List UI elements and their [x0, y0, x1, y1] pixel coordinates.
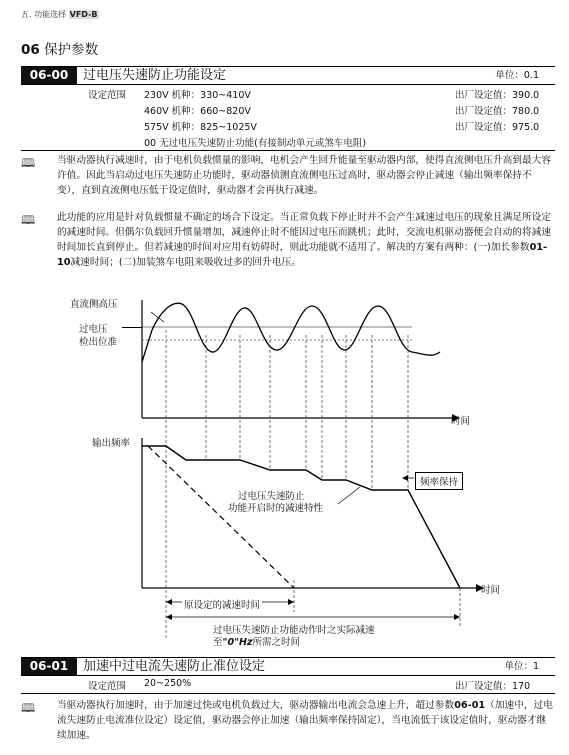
paragraph-3-text-end: （加速中，过电流失速防止电流准位设定）设定值，驱动器会停止加速（输出频率保持固定），当电流低于该设定值时，驱动器才继续加速。 — [57, 700, 553, 741]
param-name: 过电压失速防止功能设定 — [83, 68, 227, 83]
actual-time-arrow-left — [166, 614, 172, 620]
option-00: 00 无过电压失速防止功能(有接制动单元或煞车电阻) — [144, 138, 367, 149]
divider — [21, 693, 555, 694]
actual-label-hz: "0"Hz — [222, 637, 253, 648]
stall-pointer — [338, 487, 360, 504]
ov-label-1: 过电压 — [79, 324, 108, 335]
default-230v: 出厂设定值：390.0 — [455, 90, 540, 101]
default-460v: 出厂设定值：780.0 — [455, 106, 540, 117]
header-model: VFD-B — [69, 10, 98, 19]
page-header — [21, 9, 99, 20]
paragraph-2 — [57, 210, 555, 270]
section-name: 保护参数 — [44, 42, 99, 58]
range-label: 设定范围 — [88, 90, 127, 101]
actual-decel-line — [142, 446, 460, 588]
header-prefix: 五. 功能选择 — [21, 10, 67, 19]
original-decel-line — [148, 446, 294, 588]
actual-label-prefix: 至 — [213, 637, 223, 648]
orig-time-arrow-right — [288, 599, 294, 605]
paragraph-3-text: 当驱动器执行加速时，由于加速过快或电机负载过大，驱动器输出电流会急速上升，超过参数 — [57, 700, 455, 711]
paragraph-2-text: 此功能的应用是针对负载惯量不确定的场合下设定。当正常负载下停止时并不会产生减速过电压的现象且满足所设定的减速时间。但偶尔负载回升惯量增加，减速停止时不能因过电压而跳机；此时，交流电机驱动器便会自动的将减速时间加长直到停止。但若减速的时间对应用有妨碍时，则此功能就不适用了。解决的方案有两种：(一)加长参数 — [57, 212, 552, 253]
orig-decel-label: 原设定的减速时间 — [182, 597, 262, 611]
default-575v: 出厂设定值：975.0 — [455, 122, 540, 133]
ov-label-pointer — [122, 327, 142, 328]
dc-voltage-wave — [142, 303, 440, 362]
book-icon: 🕮 — [21, 701, 36, 715]
range-230v: 230V 机种：330~410V — [144, 90, 251, 101]
param-ref: 01-10 — [57, 242, 548, 268]
range-460v: 460V 机种：660~820V — [144, 106, 251, 117]
actual-time-arrow-right — [454, 614, 460, 620]
param-bar-06-01 — [21, 657, 555, 676]
param-unit: 单位：0.1 — [495, 70, 539, 81]
param-ref: 06-01 — [454, 700, 486, 711]
param-code: 06-01 — [21, 658, 77, 675]
actual-decel-label-1: 过电压失速防止功能动作时之实际减速 — [213, 625, 375, 636]
paragraph-3 — [57, 698, 555, 743]
default-value: 出厂设定值：170 — [455, 681, 531, 692]
paragraph-2-text-end: 减速时间；(二)加装煞车电阻来吸收过多的回升电压。 — [70, 257, 301, 268]
lower-time-label: 时间 — [481, 585, 501, 596]
upper-time-label: 时间 — [451, 416, 471, 427]
param-bar-06-00 — [21, 66, 555, 85]
range-575v: 575V 机种：825~1025V — [144, 122, 257, 133]
book-icon: 🕮 — [21, 156, 36, 170]
actual-decel-label-2 — [213, 634, 300, 648]
stall-label-2: 功能开启时的减速特性 — [228, 503, 324, 514]
freq-hold-label: 频率保持 — [415, 472, 463, 490]
hold-pointer-arrow — [402, 475, 408, 481]
param-name: 加速中过电流失速防止准位设定 — [83, 659, 266, 674]
param-unit: 单位：1 — [504, 661, 539, 672]
output-freq-label: 输出频率 — [92, 438, 131, 449]
paragraph-1: 当驱动器执行减速时，由于电机负载惯量的影响，电机会产生回升能量至驱动器内部，使得直流侧电压升高到最大容许值。因此当启动过电压失速防止功能时，驱动器侦测直流侧电压过高时，驱动器会停止减速（输出频率保持不变），直到直流侧电压低于设定值时，驱动器才会再执行减速。 — [57, 155, 552, 196]
divider — [21, 150, 555, 151]
ov-label-2: 检出位准 — [79, 337, 118, 348]
param-code: 06-00 — [21, 67, 77, 84]
stall-label-1: 过电压失速防止 — [238, 491, 305, 502]
section-title — [21, 38, 98, 58]
book-icon: 🕮 — [21, 213, 36, 227]
actual-label-suffix: 所需之时间 — [252, 637, 301, 648]
section-number: 06 — [21, 42, 40, 58]
orig-time-arrow-left — [166, 599, 172, 605]
dc-voltage-label: 直流侧高压 — [70, 299, 118, 310]
range-label: 设定范围 — [88, 681, 127, 692]
range-value: 20~250% — [144, 678, 192, 689]
